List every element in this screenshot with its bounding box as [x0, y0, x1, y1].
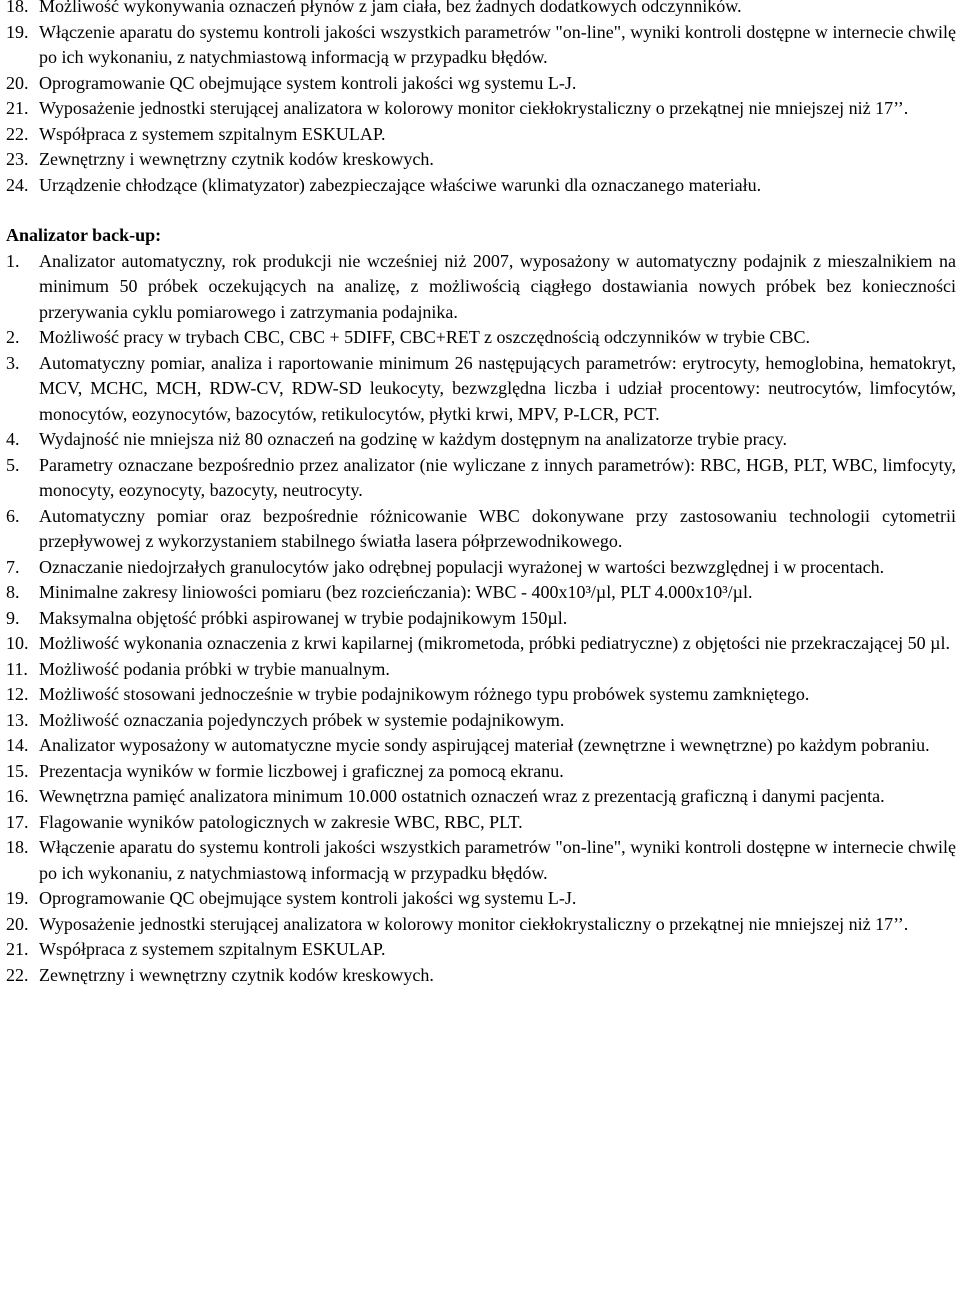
item-text: Wyposażenie jednostki sterującej analizatora w kolorowy monitor ciekłokrystaliczny o przekątnej nie mniejszej niż 17’’. — [39, 913, 909, 934]
list-item — [6, 173, 956, 199]
list-item — [6, 96, 956, 122]
item-number: 14. — [6, 735, 29, 755]
item-number: 2. — [6, 327, 20, 347]
list-item — [6, 0, 956, 20]
requirements-list-backup — [6, 249, 956, 989]
list-item — [6, 937, 956, 963]
item-text: Możliwość stosowani jednocześnie w trybie podajnikowym różnego typu probówek systemu zamkniętego. — [39, 684, 810, 704]
item-number: 19. — [6, 21, 29, 42]
list-item — [6, 325, 956, 351]
item-text: Oznaczanie niedojrzałych granulocytów jako odrębnej populacji wyrażonej w wartości bezwzględnej i w procentach. — [39, 556, 885, 577]
list-item — [6, 963, 956, 989]
item-text: Analizator wyposażony w automatyczne mycie sondy aspirującej materiał (zewnętrzne i wewnętrzne) po każdym pobraniu. — [39, 735, 930, 755]
list-item — [6, 20, 956, 71]
item-number: 5. — [6, 454, 20, 475]
list-item — [6, 427, 956, 453]
item-text: Minimalne zakresy liniowości pomiaru (bez rozcieńczania): WBC - 400x10³/µl, PLT 4.000x10³/µl. — [39, 582, 753, 602]
item-number: 1. — [6, 250, 20, 271]
list-item — [6, 708, 956, 734]
list-item — [6, 810, 956, 836]
item-number: 19. — [6, 888, 29, 908]
item-number: 3. — [6, 352, 20, 373]
list-item — [6, 835, 956, 886]
item-number: 22. — [6, 123, 29, 144]
item-text: Parametry oznaczane bezpośrednio przez analizator (nie wyliczane z innych parametrów): RBC, HGB, PLT, WBC, limfocyty, monocyty, eozynocyty, bazocyty, neutrocyty. — [39, 454, 956, 500]
list-item — [6, 682, 956, 708]
list-item — [6, 453, 956, 504]
list-item — [6, 759, 956, 785]
item-number: 23. — [6, 149, 29, 169]
item-number: 17. — [6, 811, 29, 832]
item-text: Automatyczny pomiar, analiza i raportowanie minimum 26 następujących parametrów: erytrocyty, hemoglobina, hematokryt, MCV, MCHC, MCH, RDW-CV, RDW-SD leukocyty, bezwzględna liczba i udział procentowy: neutrocytów, limfocytów, monocytów, eozynocytów, bazocytów, retikulocytów, płytki krwi, MPV, P-LCR, PCT. — [39, 352, 956, 424]
item-text: Włączenie aparatu do systemu kontroli jakości wszystkich parametrów "on-line", wyniki kontroli dostępne w internecie chwilę po ich wykonaniu, z natychmiastową informacją w przypadku błędów. — [39, 21, 956, 67]
list-item — [6, 351, 956, 428]
item-number: 4. — [6, 429, 20, 449]
item-number: 16. — [6, 786, 29, 806]
requirements-list-main — [6, 0, 956, 198]
item-text: Automatyczny pomiar oraz bezpośrednie różnicowanie WBC dokonywane przy zastosowaniu technologii cytometrii przepływowej z wykorzystaniem stabilnego światła lasera półprzewodnikowego. — [39, 505, 956, 551]
list-item — [6, 733, 956, 759]
item-text: Prezentacja wyników w formie liczbowej i graficznej za pomocą ekranu. — [39, 760, 564, 781]
list-item — [6, 784, 956, 810]
item-number: 13. — [6, 709, 29, 730]
item-text: Możliwość podania próbki w trybie manualnym. — [39, 658, 390, 679]
item-number: 15. — [6, 760, 29, 781]
item-number: 21. — [6, 939, 29, 959]
item-number: 6. — [6, 505, 20, 526]
item-text: Możliwość wykonywania oznaczeń płynów z jam ciała, bez żadnych dodatkowych odczynników. — [39, 0, 742, 16]
item-text: Wyposażenie jednostki sterującej analizatora w kolorowy monitor ciekłokrystaliczny o przekątnej nie mniejszej niż 17’’. — [39, 98, 909, 118]
item-text: Oprogramowanie QC obejmujące system kontroli jakości wg systemu L-J. — [39, 72, 577, 93]
list-item — [6, 71, 956, 97]
list-item — [6, 886, 956, 912]
item-text: Urządzenie chłodzące (klimatyzator) zabezpieczające właściwe warunki dla oznaczanego materiału. — [39, 174, 762, 195]
item-number: 7. — [6, 556, 20, 577]
item-text: Włączenie aparatu do systemu kontroli jakości wszystkich parametrów "on-line", wyniki kontroli dostępne w internecie chwilę po ich wykonaniu, z natychmiastową informacją w przypadku błędów. — [39, 837, 956, 883]
item-text: Zewnętrzny i wewnętrzny czytnik kodów kreskowych. — [39, 964, 434, 985]
item-number: 20. — [6, 913, 29, 934]
item-text: Oprogramowanie QC obejmujące system kontroli jakości wg systemu L-J. — [39, 888, 577, 908]
item-text: Wydajność nie mniejsza niż 80 oznaczeń na godzinę w każdym dostępnym na analizatorze trybie pracy. — [39, 429, 787, 449]
item-text: Zewnętrzny i wewnętrzny czytnik kodów kreskowych. — [39, 149, 434, 169]
list-item — [6, 912, 956, 938]
item-text: Możliwość wykonania oznaczenia z krwi kapilarnej (mikrometoda, próbki pediatryczne) z objętości nie przekraczającej 50 µl. — [39, 633, 950, 653]
item-number: 12. — [6, 684, 29, 704]
list-item — [6, 249, 956, 326]
item-text: Współpraca z systemem szpitalnym ESKULAP. — [39, 123, 386, 144]
list-item — [6, 122, 956, 148]
item-text: Flagowanie wyników patologicznych w zakresie WBC, RBC, PLT. — [39, 811, 523, 832]
item-text: Wewnętrzna pamięć analizatora minimum 10.000 ostatnich oznaczeń wraz z prezentacją graficzną i danymi pacjenta. — [39, 786, 885, 806]
item-number: 20. — [6, 72, 29, 93]
list-item — [6, 657, 956, 683]
item-text: Możliwość pracy w trybach CBC, CBC + 5DIFF, CBC+RET z oszczędnością odczynników w trybie CBC. — [39, 327, 810, 347]
item-number: 22. — [6, 964, 29, 985]
item-number: 18. — [6, 0, 29, 16]
list-item — [6, 606, 956, 632]
list-item — [6, 580, 956, 606]
item-number: 24. — [6, 174, 29, 195]
item-text: Analizator automatyczny, rok produkcji nie wcześniej niż 2007, wyposażony w automatyczny podajnik z mieszalnikiem na minimum 50 próbek oczekujących na analizę, z możliwością ciągłego dostawiania nowych próbek bez konieczności przerywania cyklu pomiarowego i zatrzymania podajnika. — [39, 250, 956, 322]
list-item — [6, 504, 956, 555]
list-item — [6, 555, 956, 581]
item-text: Współpraca z systemem szpitalnym ESKULAP. — [39, 939, 386, 959]
item-number: 8. — [6, 582, 20, 602]
item-number: 11. — [6, 658, 28, 679]
backup-analyzer-heading: Analizator back-up: — [6, 225, 162, 245]
item-text: Maksymalna objętość próbki aspirowanej w trybie podajnikowym 150µl. — [39, 607, 568, 628]
item-number: 10. — [6, 633, 29, 653]
item-number: 18. — [6, 837, 29, 857]
item-text: Możliwość oznaczania pojedynczych próbek w systemie podajnikowym. — [39, 709, 565, 730]
item-number: 21. — [6, 98, 29, 118]
list-item — [6, 147, 956, 173]
list-item — [6, 631, 956, 657]
item-number: 9. — [6, 607, 20, 628]
